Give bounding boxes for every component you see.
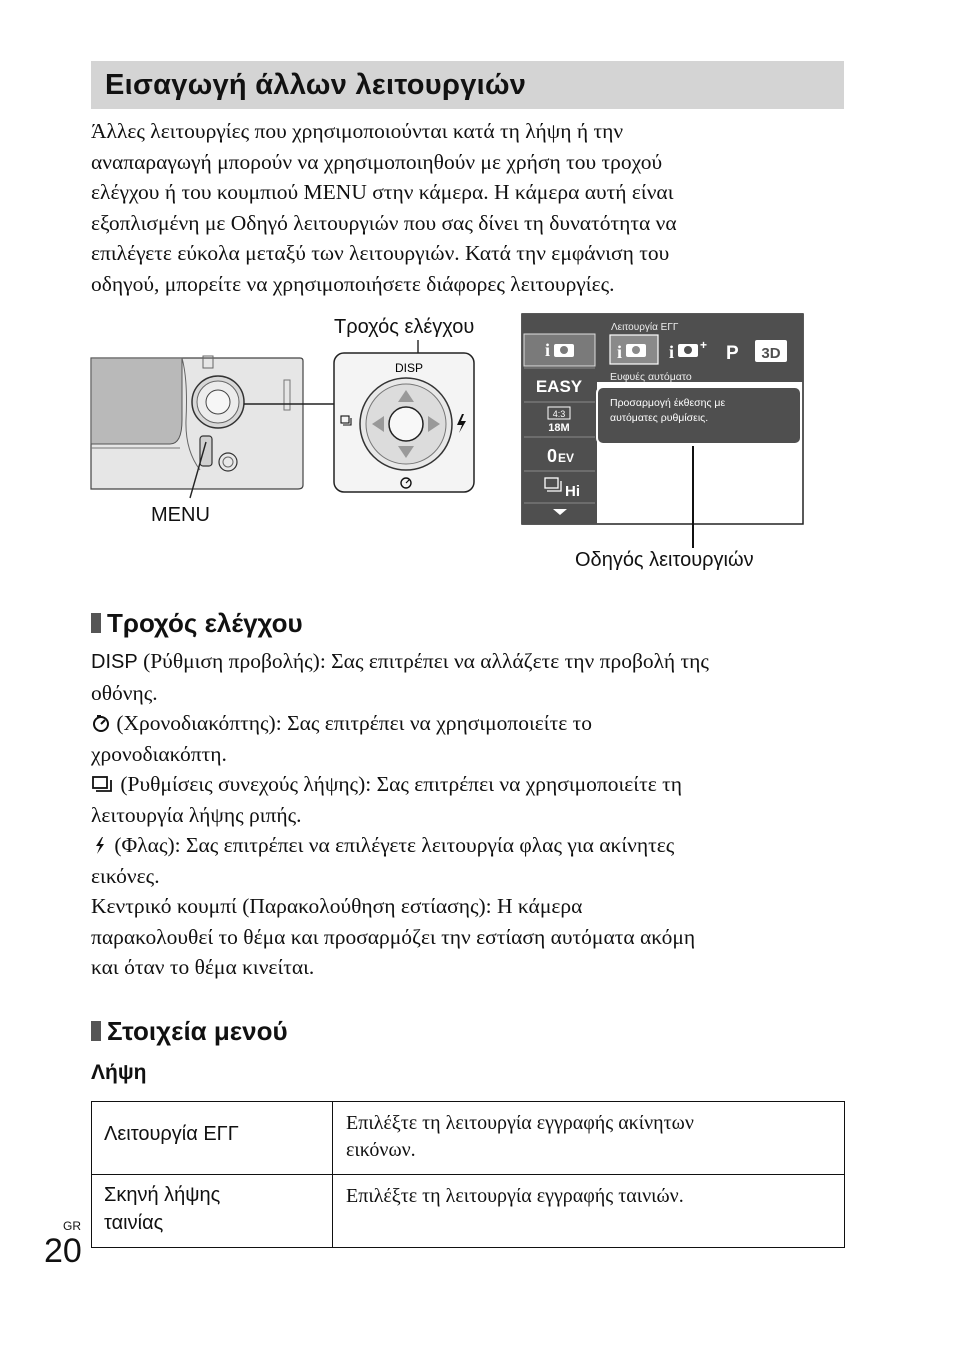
mode-3d-label: 3D [761,345,781,362]
lcd-screen [522,314,803,524]
ev-value: 0 [547,446,558,466]
rec-mode-title: Λειτουργία ΕΓΓ [611,322,679,333]
svg-text:+: + [700,338,708,352]
burst-line [91,769,851,800]
selected-mode-name: Ευφυές αυτόματο [610,371,692,383]
table-row [92,1102,845,1175]
intro-line: αναπαραγωγή μπορούν να χρησιμοποιηθούν με χρήση του τροχού [91,149,663,174]
desc-line: Επιλέξτε τη λειτουργία εγγραφής ακίνητων [346,1112,694,1134]
ev-unit: EV [558,451,575,465]
disp-line [91,646,851,678]
title-bar [91,61,844,109]
camera-control-wheel [192,376,244,428]
intro-line: επιλέγετε εύκολα μεταξύ των λειτουργιών. Κατά την εμφάνιση του [91,241,670,265]
aspect-ratio-label: 4:3 [552,409,566,419]
section-heading-control-wheel [91,608,303,639]
center-button-desc: Κεντρικό κουμπί (Παρακολούθηση εστίασης): Η κάμερα [91,894,583,918]
section-marker-icon [91,1021,101,1041]
intro-line: εξοπλισμένη με Οδηγό λειτουργιών που σας δίνει τη δυνατότητα να [91,210,677,235]
desc-line: Επιλέξτε τη λειτουργία εγγραφής ταινιών. [346,1185,684,1207]
easy-mode-label: EASY [535,377,583,396]
section-title: Στοιχεία μενού [107,1016,288,1046]
page-number: 20 [44,1232,82,1270]
camera-illustration [85,305,815,550]
menu-item-desc [333,1175,845,1248]
section-marker-icon [91,613,101,633]
disp-desc: (Ρύθμιση προβολής): Σας επιτρέπει να αλλάζετε την προβολή της [137,649,709,673]
flash-icon [91,835,109,855]
menu-item-name [92,1175,333,1248]
image-size-label: 18M [548,422,570,434]
control-wheel-detail [334,353,474,492]
disp-desc-cont: οθόνης. [91,680,158,705]
guide-text-line: Προσαρμογή έκθεσης με [610,397,726,409]
center-button-desc-cont: και όταν το θέμα κινείται. [91,955,315,979]
timer-line [91,708,851,739]
center-button-desc-cont: παρακολουθεί το θέμα και προσαρμόζει την εστίαση αυτόματα ακόμη [91,924,696,949]
disp-label: DISP [394,361,424,375]
svg-text:i: i [669,342,675,362]
svg-text:i: i [617,342,623,362]
timer-desc-cont: χρονοδιακόπτη. [91,741,227,766]
page-title: Εισαγωγή άλλων λειτουργιών [105,69,527,101]
label-control-wheel: Τροχός ελέγχου [334,316,475,338]
subsection-shooting: Λήψη [91,1061,147,1084]
disp-key: DISP [91,651,138,673]
intro-line: οδηγού, μπορείτε να χρησιμοποιήσετε διάφορες λειτουργίες. [91,271,615,296]
intro-paragraph [91,116,851,299]
menu-item-name: Λειτουργία ΕΓΓ [92,1102,333,1175]
burst-desc-cont: λειτουργία λήψης ριπής. [91,802,302,827]
burst-icon [91,774,115,794]
label-menu: MENU [151,504,210,526]
item-line: Σκηνή λήψης [104,1184,221,1206]
intro-line: ελέγχου ή του κουμπιού MENU στην κάμερα. Η κάμερα αυτή είναι [91,180,674,204]
burst-desc: (Ρυθμίσεις συνεχούς λήψης): Σας επιτρέπει να χρησιμοποιείτε τη [115,772,683,796]
section-heading-menu-items [91,1016,288,1047]
camera-body [91,356,303,489]
self-timer-icon [91,713,111,733]
intro-line: Άλλες λειτουργίες που χρησιμοποιούνται κατά τη λήψη ή την [91,119,624,143]
flash-desc: (Φλας): Σας επιτρέπει να επιλέγετε λειτουργία φλας για ακίνητες [109,833,675,857]
section-title: Τροχός ελέγχου [107,608,303,638]
language-code: GR [63,1219,81,1233]
desc-line: εικόνων. [346,1139,416,1161]
label-function-guide: Οδηγός λειτουργιών [575,549,754,571]
timer-desc: (Χρονοδιακόπτης): Σας επιτρέπει να χρησιμοποιείτε το [111,711,592,735]
mode-program-label: P [726,343,739,364]
guide-text-line: αυτόματες ρυθμίσεις. [610,412,709,424]
item-line: ταινίας [104,1212,164,1234]
burst-hi-label: Hi [565,483,580,500]
svg-text:i: i [545,340,551,360]
table-row [92,1175,845,1248]
flash-line [91,830,851,861]
flash-desc-cont: εικόνες. [91,863,160,888]
control-wheel-description [91,646,851,983]
menu-item-desc [333,1102,845,1175]
menu-items-table [91,1101,845,1248]
